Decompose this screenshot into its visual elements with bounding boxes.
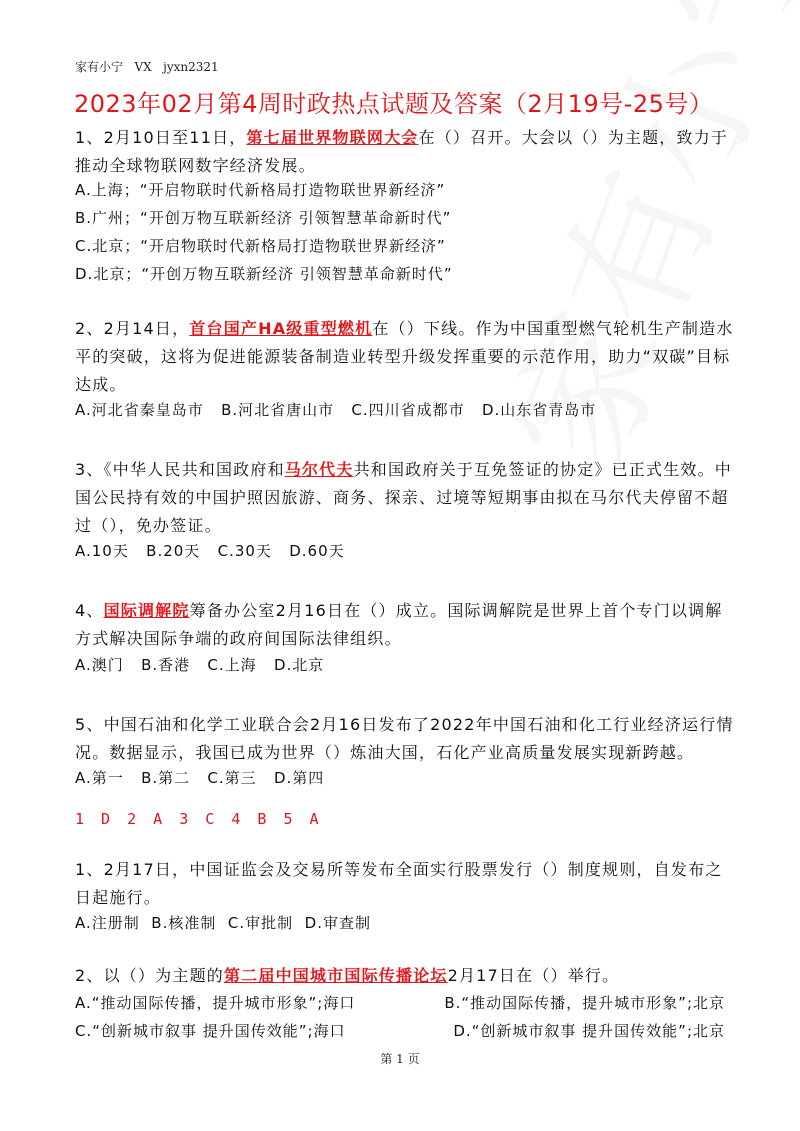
highlight-term: 国际调解院: [103, 601, 190, 620]
option: C.北京；“开启物联时代新格局打造物联世界新经济”: [75, 237, 446, 255]
question-3: 3、《中华人民共和国政府和马尔代夫共和国政府关于互免签证的协定》已正式生效。中国公民持有效的中国护照因旅游、商务、探亲、过境等短期事由拟在马尔代夫停留不超过（），免办签证。: [75, 460, 732, 535]
highlight-term: 马尔代夫: [284, 460, 354, 479]
option: D.北京；“开创万物互联新经济 引领智慧革命新时代”: [75, 265, 453, 283]
option-row: A.10天 B.20天 C.30天 D.60天: [75, 542, 345, 560]
option: D.“创新城市叙事 提升国传效能”;北京: [453, 1022, 725, 1040]
option: A.上海；“开启物联时代新格局打造物联世界新经济”: [75, 181, 446, 199]
option: B.广州；“开创万物互联新经济 引领智慧革命新时代”: [75, 209, 452, 227]
question-4: 4、国际调解院筹备办公室2月16日在（）成立。国际调解院是世界上首个专门以调解方式解决国际争端的政府间国际法律组织。: [75, 601, 723, 648]
question-2-1: 1、2月17日，中国证监会及交易所等发布全面实行股票发行（）制度规则，自发布之日起施行。: [75, 860, 723, 907]
header-text: 家有小宁 VX jyxn2321: [75, 60, 219, 74]
option-row: A.河北省秦皇岛市 B.河北省唐山市 C.四川省成都市 D.山东省青岛市: [75, 401, 597, 419]
highlight-term: 首台国产HA级重型燃机: [189, 319, 373, 338]
question-2-2: 2、以（）为主题的第二届中国城市国际传播论坛2月17日在（）举行。: [75, 966, 620, 985]
option: A.“推动国际传播，提升城市形象”;海口: [75, 994, 356, 1012]
option-row: A.第一 B.第二 C.第三 D.第四: [75, 769, 325, 787]
option-row: A.澳门 B.香港 C.上海 D.北京: [75, 656, 325, 674]
highlight-term: 第七届世界物联网大会: [246, 128, 419, 147]
question-2: 2、2月14日，首台国产HA级重型燃机在（）下线。作为中国重型燃气轮机生产制造水平的突破，这将为促进能源装备制造业转型升级发挥重要的示范作用，助力“双碳”目标达成。: [75, 319, 734, 394]
page-footer: 第 1 页: [380, 1052, 420, 1066]
page-title: 2023年02月第4周时政热点试题及答案（2月19号-25号）: [74, 90, 714, 118]
question-5: 5、中国石油和化学工业联合会2月16日发布了2022年中国石油和化工行业经济运行情况。数据显示，我国已成为世界（）炼油大国，石化产业高质量发展实现新跨越。: [75, 715, 734, 762]
answer-key: 1 D 2 A 3 C 4 B 5 A: [75, 810, 323, 828]
option-row: [75, 1020, 725, 1042]
option-row: [75, 992, 725, 1014]
highlight-term: 第二届中国城市国际传播论坛: [223, 966, 448, 985]
question-1: 1、2月10日至11日，第七届世界物联网大会在（）召开。大会以（）为主题，致力于推动全球物联网数字经济发展。: [75, 128, 729, 175]
option: B.“推动国际传播，提升城市形象”;北京: [444, 994, 725, 1012]
option: C.“创新城市叙事 提升国传效能”;海口: [75, 1022, 346, 1040]
option-row: A.注册制 B.核准制 C.审批制 D.审查制: [75, 914, 371, 932]
